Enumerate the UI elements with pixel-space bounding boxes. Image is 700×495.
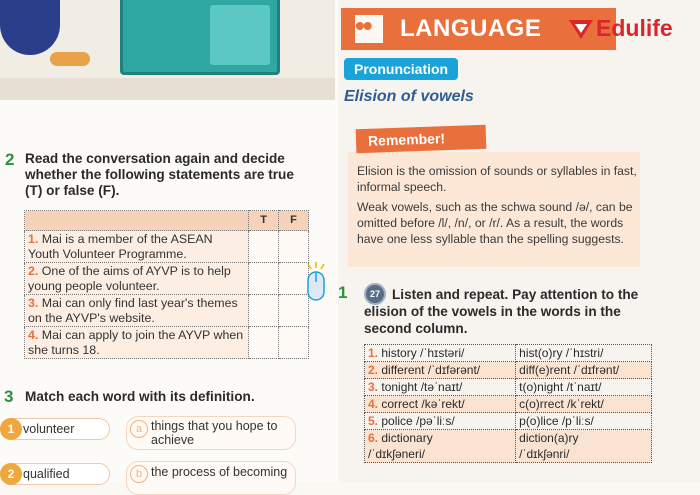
- remember-paragraph-1: Elision is the omission of sounds or syllables in fast, informal speech.: [357, 164, 637, 194]
- remember-label: Remember!: [356, 125, 487, 154]
- false-cell[interactable]: [279, 295, 309, 327]
- exercise-1-instruction: Listen and repeat. Pay attention to the elision of the vowels in the words in the second column.: [364, 287, 639, 336]
- mouse-icon[interactable]: [305, 262, 327, 302]
- audio-track-icon[interactable]: 27: [364, 283, 386, 305]
- section-subtitle: Elision of vowels: [344, 88, 474, 105]
- pronunciation-tag: Pronunciation: [344, 58, 458, 80]
- table-header: [25, 211, 309, 231]
- exercise-2-instruction: Read the conversation again and decide whether the following statements are true (T) or false (F).: [25, 151, 294, 198]
- section-dots: ••: [355, 15, 383, 43]
- definition-text: the process of becoming: [151, 465, 288, 479]
- match-word[interactable]: 1 volunteer: [0, 418, 110, 440]
- remember-paragraph-2: Weak vowels, such as the schwa sound /ə/, can be omitted before /l/, /n/, or /r/. As a result, the words have one less syllable than the spelling suggests.: [357, 200, 633, 246]
- true-false-table: [24, 210, 309, 359]
- definition-text: things that you hope to achieve: [151, 419, 278, 447]
- exercise-3-number: 3: [4, 387, 14, 406]
- table-row: 2. One of the aims of AYVP is to help young people volunteer.: [25, 263, 309, 295]
- true-cell[interactable]: [249, 327, 279, 359]
- table-row: 3. Mai can only find last year's themes on the AYVP's website.: [25, 295, 309, 327]
- match-word[interactable]: 2 qualified: [0, 463, 110, 485]
- true-cell[interactable]: [249, 263, 279, 295]
- table-row: 4. correct /kəˈrekt/ c(o)rrect /kˈrekt/: [365, 396, 652, 413]
- column-false: F: [279, 211, 309, 231]
- table-row: 3. tonight /təˈnaɪt/ t(o)night /tˈnaɪt/: [365, 379, 652, 396]
- table-row: 1. Mai is a member of the ASEAN Youth Volunteer Programme.: [25, 231, 309, 263]
- table-row: 4. Mai can apply to join the AYVP when she turns 18.: [25, 327, 309, 359]
- column-true: T: [249, 211, 279, 231]
- false-cell[interactable]: [279, 263, 309, 295]
- brand-name: Edulife: [596, 15, 673, 41]
- table-row: 1. history /ˈhɪstəri/ hist(o)ry /ˈhɪstri/: [365, 345, 652, 362]
- edulife-logo-icon: [568, 18, 594, 40]
- elision-table: [364, 344, 652, 463]
- definition-letter: a: [130, 420, 148, 438]
- false-cell[interactable]: [279, 231, 309, 263]
- exercise-1-number: 1: [338, 283, 348, 302]
- true-cell[interactable]: [249, 295, 279, 327]
- definition-letter: b: [130, 465, 148, 483]
- exercise-3-instruction: Match each word with its definition.: [25, 389, 255, 404]
- table-row: 6. dictionary /ˈdɪkʃəneri/ diction(a)ry /ˈdɪkʃənri/: [365, 430, 652, 463]
- table-row: 5. police /pəˈliːs/ p(o)lice /pˈliːs/: [365, 413, 652, 430]
- brand-logo: [568, 15, 673, 42]
- exercise-2-number: 2: [5, 150, 15, 169]
- true-cell[interactable]: [249, 231, 279, 263]
- illustration: [0, 0, 335, 100]
- section-title: LANGUAGE: [388, 8, 548, 50]
- table-row: 2. different /ˈdɪfərənt/ diff(e)rent /ˈdɪfrənt/: [365, 362, 652, 379]
- false-cell[interactable]: [279, 327, 309, 359]
